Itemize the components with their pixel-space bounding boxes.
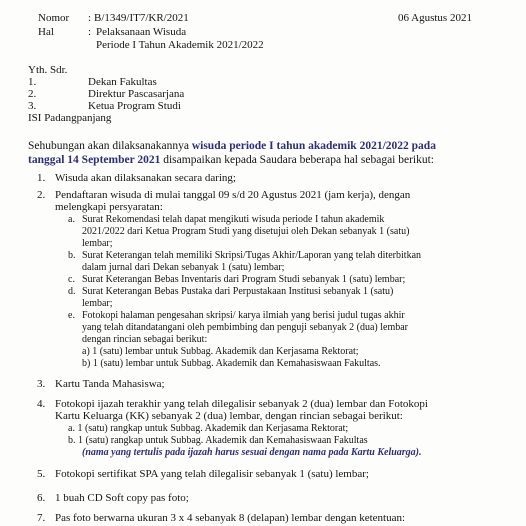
recipient-3-num: 3. xyxy=(28,100,37,112)
item-2c-letter: c. xyxy=(68,274,75,285)
institution: ISI Padangpanjang xyxy=(28,112,112,124)
item-2e-sub-a: a) 1 (satu) lembar untuk Subbag. Akademik dan Kerjasama Rektorat; xyxy=(82,346,359,357)
item-4-line1: Fotokopi ijazah terakhir yang telah dilegalisir sebanyak 2 (dua) lembar dan Fotokopi xyxy=(55,398,428,410)
item-2a-line3: lembar; xyxy=(82,238,113,249)
item-2b-line1: Surat Keterangan telah memiliki Skripsi/Tugas Akhir/Laporan yang telah diterbitkan xyxy=(82,250,422,261)
item-2-line1: Pendaftaran wisuda di mulai tanggal 09 s/d 20 Agustus 2021 (jam kerja), dengan xyxy=(55,189,411,201)
item-2e-letter: e. xyxy=(68,310,75,321)
item-3-num: 3. xyxy=(37,378,46,390)
item-2e-line3: dengan rincian sebagai berikut: xyxy=(82,334,208,345)
item-1-num: 1. xyxy=(37,172,46,184)
item-2e-line1: Fotokopi halaman pengesahan skripsi/ karya ilmiah yang berisi judul tugas akhir xyxy=(82,310,405,321)
item-2d-letter: d. xyxy=(68,286,76,297)
item-4-num: 4. xyxy=(37,398,46,410)
item-2e-sub-b: b) 1 (satu) lembar untuk Subbag. Akademik dan Kemahasiswaan Fakultas. xyxy=(82,358,381,369)
item-2a-letter: a. xyxy=(68,214,75,225)
item-4-note: (nama yang tertulis pada ijazah harus sesuai dengan nama pada Kartu Keluarga). xyxy=(82,447,422,458)
item-3-text: Kartu Tanda Mahasiswa; xyxy=(55,378,165,390)
recipient-3: Ketua Program Studi xyxy=(88,100,181,112)
intro-line1 xyxy=(28,140,436,153)
letter-date: 06 Agustus 2021 xyxy=(398,12,472,24)
intro-bold-period: wisuda periode I tahun akademik 2021/2022 pada xyxy=(191,140,436,152)
recipient-2: Direktur Pascasarjana xyxy=(88,88,185,100)
recipient-2-num: 2. xyxy=(28,88,37,100)
item-7-text: Pas foto berwarna ukuran 3 x 4 sebanyak 8 (delapan) lembar dengan ketentuan: xyxy=(55,512,406,524)
nomor-label: Nomor xyxy=(38,12,70,24)
intro-line2 xyxy=(28,154,434,167)
item-2-line2: melengkapi persyaratan: xyxy=(55,201,163,213)
item-2c-line1: Surat Keterangan Bebas Inventaris dari Program Studi sebanyak 1 (satu) lembar; xyxy=(82,274,406,285)
greeting: Yth. Sdr. xyxy=(28,64,68,76)
recipient-1: Dekan Fakultas xyxy=(88,76,157,88)
item-2a-line1: Surat Rekomendasi telah dapat mengikuti wisuda periode I tahun akademik xyxy=(82,214,385,225)
intro-pre: Sehubungan akan dilaksanakannya xyxy=(28,140,192,152)
item-5-num: 5. xyxy=(37,468,46,480)
item-4-b: b. 1 (satu) rangkap untuk Subbag. Akademik dan Kemahasiswaan Fakultas xyxy=(68,435,368,446)
intro-post: disampaikan kepada Saudara beberapa hal sebagai berikut: xyxy=(160,154,435,166)
item-1-text: Wisuda akan dilaksanakan secara daring; xyxy=(55,172,236,184)
nomor-colon: : xyxy=(88,12,92,24)
item-4-line2: Kartu Keluarga (KK) sebanyak 2 (dua) lembar, dengan rincian sebagai berikut: xyxy=(55,410,403,422)
hal-subject-line2: Periode I Tahun Akademik 2021/2022 xyxy=(96,39,264,51)
item-2a-line2: 2021/2022 dari Ketua Program Studi yang disetujui oleh Dekan sebanyak 1 (satu) xyxy=(82,226,410,237)
item-2d-line1: Surat Keterangan Bebas Pustaka dari Perpustakaan Institusi sebanyak 1 (satu) xyxy=(82,286,394,297)
item-7-num: 7. xyxy=(37,512,46,524)
item-2b-letter: b. xyxy=(68,250,76,261)
intro-bold-date: tanggal 14 September 2021 xyxy=(28,154,161,166)
recipient-1-num: 1. xyxy=(28,76,37,88)
item-5-text: Fotokopi sertifikat SPA yang telah dilegalisir sebanyak 1 (satu) lembar; xyxy=(55,468,369,480)
nomor-value: B/1349/IT7/KR/2021 xyxy=(94,12,189,24)
item-2e-line2: yang telah ditandatangani oleh pembimbing dan penguji sebanyak 2 (dua) lembar xyxy=(82,322,409,333)
item-6-text: 1 buah CD Soft copy pas foto; xyxy=(55,492,189,504)
item-2b-line2: dalam jurnal dari Dekan sebanyak 1 (satu) lembar; xyxy=(82,262,285,273)
item-4-a: a. 1 (satu) rangkap untuk Subbag. Akademik dan Kerjasama Rektorat; xyxy=(68,423,349,434)
hal-subject-line1: Pelaksanaan Wisuda xyxy=(96,26,187,38)
hal-colon: : xyxy=(88,26,92,38)
hal-label: Hal xyxy=(38,26,54,38)
item-2d-line2: lembar; xyxy=(82,298,113,309)
item-6-num: 6. xyxy=(37,492,46,504)
item-2-num: 2. xyxy=(37,189,46,201)
